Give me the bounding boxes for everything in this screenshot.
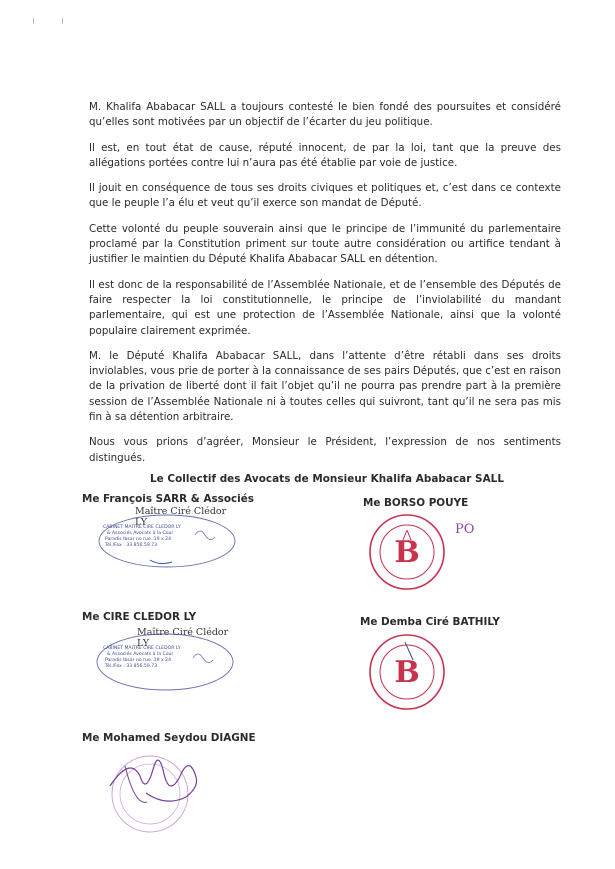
bathily-stamp-1: [367, 512, 447, 592]
signature-graphic: [95, 746, 215, 846]
initials-po: PO: [455, 522, 475, 537]
stamp-line-1: CABINET MAITRE CIRE CLEDOR LY: [103, 525, 181, 530]
stamp-line-2: & Associés Avocats à la Cour: [107, 531, 174, 536]
stamp-line-4: Tél./Fax : 33 856.59.73: [105, 543, 158, 548]
stamp-line-4: Tél./Fax : 33 856.59.73: [105, 664, 158, 669]
paragraph-2: Il est, en tout état de cause, réputé innocent, de par la loi, tant que la preuve des allégations portées contre lui n’aura pas été établie par voie de justice.: [89, 141, 561, 169]
stamp-line-3: Paradis Ibsar no rue..19 x 24: [105, 537, 172, 542]
cabinet-stamp-1: [95, 505, 240, 575]
paragraph-5: Il est donc de la responsabilité de l’Assemblée Nationale, et de l’ensemble des Députés de faire respecter la loi constitutionnelle, le principe de l’inviolabilité du mandant parlementaire, qui est une protection de l’Assemblée Nationale, ainsi que la volonté populaire clairement exprimée.: [89, 278, 561, 337]
lawyer-sarr: Me François SARR & Associés: [82, 493, 254, 505]
round-stamp-graphic: [367, 512, 447, 592]
stamp-header: Maître Ciré Clédor LY: [135, 506, 227, 528]
lawyer-ly: Me CIRE CLEDOR LY: [82, 611, 197, 623]
collective-heading: Le Collectif des Avocats de Monsieur Khalifa Ababacar SALL: [150, 473, 505, 485]
lawyer-borso: Me BORSO POUYE: [363, 497, 469, 509]
stamp-header: Maître Ciré Clédor LY: [137, 627, 229, 649]
stamp-line-3: Paradis Ibsar no rue..19 x 24: [105, 658, 172, 663]
scan-mark: [62, 18, 63, 24]
stamp-line-1: CABINET MAITRE CIRE CLEDOR LY: [103, 646, 181, 651]
paragraph-3: Il jouit en conséquence de tous ses droits civiques et politiques et, c’est dans ce contexte que le peuple l’a élu et veut qu’il exerce son mandat de Député.: [89, 182, 561, 210]
stamp-letter: B: [394, 535, 420, 570]
paragraph-1: M. Khalifa Ababacar SALL a toujours contesté le bien fondé des poursuites et considéré qu’elles sont motivées par un objectif de l’écarter du jeu politique.: [89, 101, 561, 129]
lawyer-bathily: Me Demba Ciré BATHILY: [360, 616, 500, 628]
bathily-stamp-2: [367, 632, 447, 712]
paragraph-4: Cette volonté du peuple souverain ainsi que le principe de l’immunité du parlementaire proclamé par la Constitution priment sur toute autre considération ou artifice tendant à justifier le maintien du Député Khalifa Ababacar SALL en détention.: [89, 222, 561, 266]
diagne-signature: [95, 746, 215, 846]
stamp-line-2: & Associés Avocats à la Cour: [107, 652, 174, 657]
paragraph-7: Nous vous prions d’agréer, Monsieur le Président, l’expression de nos sentiments distingués.: [89, 436, 561, 464]
scan-mark: [33, 18, 34, 24]
cabinet-stamp-2: [95, 624, 240, 694]
paragraph-6: M. le Député Khalifa Ababacar SALL, dans l’attente d’être rétabli dans ses droits inviolables, vous prie de porter à la connaissance de ses pairs Députés, que c’est en raison de la privation de liberté dont il fait l’objet qu’il ne pourra pas prendre part à la première session de l’Assemblée Nationale ni à toutes celles qui suivront, tant qu’il ne sera pas mis fin à sa détention arbitraire.: [89, 349, 561, 424]
letter-body: [89, 100, 561, 476]
stamp-letter: B: [394, 655, 420, 690]
lawyer-diagne: Me Mohamed Seydou DIAGNE: [82, 732, 256, 744]
round-stamp-graphic: [367, 632, 447, 712]
